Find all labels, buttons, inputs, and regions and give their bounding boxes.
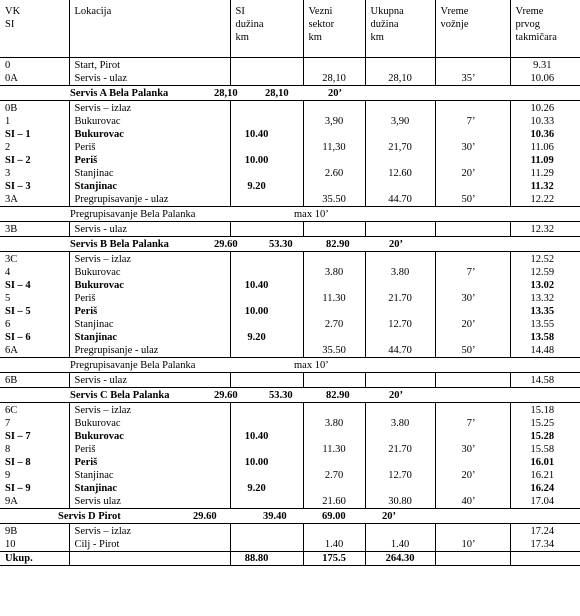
- cell-location: Servis - ulaz: [69, 222, 230, 237]
- table-row: [0, 141, 580, 154]
- cell-stage-length: [230, 495, 303, 509]
- cell-stage-length: [230, 167, 303, 180]
- table-row: [0, 101, 580, 116]
- cell-km: 8: [5, 444, 11, 455]
- cell-drive-time: 20’: [435, 469, 510, 482]
- cell-km: SI – 8: [5, 457, 31, 468]
- cell-km: 9B: [5, 526, 18, 537]
- cell-link-sector: [303, 403, 365, 418]
- cell-link-sector: [303, 524, 365, 539]
- cell-location: Bukurovac: [69, 128, 230, 141]
- cell-link-sector: [303, 154, 365, 167]
- section-summary-text: [0, 389, 580, 402]
- cell-location: Servis – izlaz: [69, 101, 230, 116]
- cell-first-competitor: 16.01: [510, 456, 580, 469]
- cell-stage-length: 9.20: [230, 482, 303, 495]
- table-row: [0, 373, 580, 388]
- regroup-max-time: max 10’: [294, 209, 329, 220]
- table-row: [0, 154, 580, 167]
- cell-link-sector: 3,90: [303, 115, 365, 128]
- cell-km: SI – 5: [5, 306, 31, 317]
- cell-km: SI – 1: [5, 129, 31, 140]
- cell-total-length: [365, 430, 435, 443]
- service-label: Servis C Bela Palanka: [70, 390, 170, 401]
- header-km: VK SI: [0, 0, 69, 58]
- cell-drive-time: 20’: [435, 167, 510, 180]
- cell-km: 6C: [5, 405, 18, 416]
- section-summary-cell: [0, 86, 580, 101]
- cell-first-competitor: 15.28: [510, 430, 580, 443]
- cell-total-length: 1.40: [365, 538, 435, 552]
- cell-stage-length: [230, 538, 303, 552]
- cell-first-competitor: 10.06: [510, 72, 580, 86]
- table-row: [0, 115, 580, 128]
- cell-stage-length: [230, 193, 303, 207]
- cell-total-length: [365, 373, 435, 388]
- cell-first-competitor: 9.31: [510, 58, 580, 73]
- cell-drive-time: [435, 524, 510, 539]
- cell-stage-length: [230, 318, 303, 331]
- cell-first-competitor: 10.33: [510, 115, 580, 128]
- cell-location: Stanjinac: [69, 482, 230, 495]
- header-drive-time: Vreme vožnje: [435, 0, 510, 58]
- cell-location: Servis ulaz: [69, 495, 230, 509]
- cell-total-length: 12.60: [365, 167, 435, 180]
- cell-location: Stanjinac: [69, 180, 230, 193]
- cell-drive-time: [435, 252, 510, 267]
- cell-total-length: 3.80: [365, 266, 435, 279]
- cell-first-competitor: 11.32: [510, 180, 580, 193]
- cell-stage-length: 10.40: [230, 128, 303, 141]
- cell-drive-time: [435, 552, 510, 566]
- cell-drive-time: [435, 430, 510, 443]
- table-row: [0, 344, 580, 358]
- cell-drive-time: [435, 128, 510, 141]
- header-total-length: Ukupna dužina km: [365, 0, 435, 58]
- cell-link-sector: 2.70: [303, 469, 365, 482]
- service-time: 20’: [389, 390, 403, 401]
- cell-link-sector: 2.70: [303, 318, 365, 331]
- cell-drive-time: 35’: [435, 72, 510, 86]
- table-row: [0, 279, 580, 292]
- service-stage-km: 29.60: [214, 239, 238, 250]
- cell-drive-time: [435, 403, 510, 418]
- total-row: [0, 552, 580, 566]
- table-row: [0, 430, 580, 443]
- cell-link-sector: 35.50: [303, 344, 365, 358]
- cell-location: Periš: [69, 443, 230, 456]
- section-summary-row: [0, 207, 580, 222]
- cell-total-length: [365, 331, 435, 344]
- service-time: 20’: [328, 88, 342, 99]
- cell-location: Stanjinac: [69, 469, 230, 482]
- cell-location: Servis – izlaz: [69, 403, 230, 418]
- cell-first-competitor: 12.22: [510, 193, 580, 207]
- service-label: Servis A Bela Palanka: [70, 88, 169, 99]
- cell-location: Servis – izlaz: [69, 252, 230, 267]
- cell-km: 7: [5, 418, 11, 429]
- cell-drive-time: 7’: [435, 266, 510, 279]
- cell-location: Periš: [69, 292, 230, 305]
- cell-total-length: [365, 456, 435, 469]
- cell-km: 3A: [0, 193, 69, 207]
- cell-link-sector: [303, 305, 365, 318]
- cell-link-sector: [303, 279, 365, 292]
- service-stage-km: 28,10: [214, 88, 238, 99]
- cell-location: Pregrupisanje - ulaz: [69, 344, 230, 358]
- section-summary-cell: [0, 237, 580, 252]
- cell-drive-time: [435, 279, 510, 292]
- cell-first-competitor: 13.02: [510, 279, 580, 292]
- cell-link-sector: [303, 222, 365, 237]
- cell-first-competitor: 11.06: [510, 141, 580, 154]
- cell-total-length: 264.30: [365, 552, 435, 566]
- cell-total-length: 3.80: [365, 417, 435, 430]
- cell-link-sector: [303, 128, 365, 141]
- service-total-km: 69.00: [322, 511, 346, 522]
- cell-km: 3B: [0, 222, 69, 237]
- regroup-label: Pregrupisavanje Bela Palanka: [70, 360, 196, 371]
- cell-total-length: [365, 58, 435, 73]
- section-summary-text: [0, 238, 580, 251]
- cell-km: 9: [5, 470, 11, 481]
- section-summary-cell: [0, 358, 580, 373]
- cell-link-sector: [303, 482, 365, 495]
- cell-stage-length: [230, 252, 303, 267]
- cell-km: 9A: [0, 495, 69, 509]
- table-row: [0, 469, 580, 482]
- cell-drive-time: 50’: [435, 344, 510, 358]
- service-total-km: 82.90: [326, 239, 350, 250]
- cell-km: 5: [5, 293, 11, 304]
- cell-drive-time: [435, 180, 510, 193]
- cell-stage-length: [230, 101, 303, 116]
- cell-first-competitor: 17.04: [510, 495, 580, 509]
- cell-km: 0: [5, 60, 11, 71]
- regroup-max-time: max 10’: [294, 360, 329, 371]
- cell-stage-length: 10.40: [230, 430, 303, 443]
- cell-drive-time: 30’: [435, 292, 510, 305]
- section-summary-text: [0, 359, 580, 372]
- table-row: [0, 167, 580, 180]
- cell-km: SI – 3: [5, 181, 31, 192]
- table-row: [0, 222, 580, 237]
- cell-km: 1: [5, 116, 11, 127]
- table-row: [0, 193, 580, 207]
- service-stage-km: 29.60: [193, 511, 217, 522]
- cell-first-competitor: 17.34: [510, 538, 580, 552]
- cell-drive-time: [435, 58, 510, 73]
- cell-drive-time: 7’: [435, 417, 510, 430]
- table-row: [0, 128, 580, 141]
- cell-drive-time: 30’: [435, 443, 510, 456]
- cell-km: 0A: [0, 72, 69, 86]
- cell-location: Servis – izlaz: [69, 524, 230, 539]
- cell-km: 3C: [5, 254, 18, 265]
- cell-total-length: [365, 128, 435, 141]
- service-label: Servis D Pirot: [58, 511, 121, 522]
- cell-location: Bukurovac: [69, 266, 230, 279]
- cell-total-length: [365, 101, 435, 116]
- table-row: [0, 305, 580, 318]
- cell-link-sector: 3.80: [303, 266, 365, 279]
- cell-first-competitor: 13.32: [510, 292, 580, 305]
- section-summary-row: [0, 86, 580, 101]
- cell-link-sector: [303, 430, 365, 443]
- cell-first-competitor: 13.58: [510, 331, 580, 344]
- cell-location: Periš: [69, 305, 230, 318]
- cell-km: 3: [5, 168, 11, 179]
- service-total-km: 28,10: [265, 88, 289, 99]
- cell-first-competitor: 12.59: [510, 266, 580, 279]
- cell-link-sector: 1.40: [303, 538, 365, 552]
- cell-link-sector: 11.30: [303, 292, 365, 305]
- cell-stage-length: [230, 373, 303, 388]
- cell-km: 6B: [0, 373, 69, 388]
- table-row: [0, 58, 580, 73]
- cell-location: Bukurovac: [69, 417, 230, 430]
- cell-stage-length: 9.20: [230, 331, 303, 344]
- service-time: 20’: [389, 239, 403, 250]
- cell-link-sector: 11,30: [303, 141, 365, 154]
- service-label: Servis B Bela Palanka: [70, 239, 169, 250]
- cell-first-competitor: 13.55: [510, 318, 580, 331]
- cell-total-length: 21.70: [365, 443, 435, 456]
- section-summary-row: [0, 509, 580, 524]
- cell-stage-length: [230, 469, 303, 482]
- cell-drive-time: [435, 331, 510, 344]
- section-summary-row: [0, 237, 580, 252]
- cell-km: 2: [5, 142, 11, 153]
- cell-stage-length: [230, 344, 303, 358]
- table-row: [0, 72, 580, 86]
- table-row: [0, 252, 580, 267]
- cell-first-competitor: [510, 552, 580, 566]
- cell-stage-length: [230, 443, 303, 456]
- cell-stage-length: 10.40: [230, 279, 303, 292]
- cell-drive-time: [435, 101, 510, 116]
- cell-total-length: [365, 279, 435, 292]
- regroup-label: Pregrupisavanje Bela Palanka: [70, 209, 196, 220]
- cell-total-length: 30.80: [365, 495, 435, 509]
- cell-location: Bukurovac: [69, 279, 230, 292]
- cell-link-sector: 35.50: [303, 193, 365, 207]
- cell-stage-length: 10.00: [230, 456, 303, 469]
- cell-stage-length: [230, 222, 303, 237]
- service-link-km: 39.40: [263, 511, 287, 522]
- cell-km: SI – 6: [5, 332, 31, 343]
- cell-first-competitor: 12.52: [510, 252, 580, 267]
- cell-first-competitor: 17.24: [510, 524, 580, 539]
- cell-first-competitor: 11.09: [510, 154, 580, 167]
- cell-link-sector: [303, 331, 365, 344]
- cell-link-sector: [303, 252, 365, 267]
- table-row: [0, 456, 580, 469]
- cell-total-length: 21.70: [365, 292, 435, 305]
- cell-stage-length: 9.20: [230, 180, 303, 193]
- cell-first-competitor: 13.35: [510, 305, 580, 318]
- cell-location: Servis - ulaz: [69, 72, 230, 86]
- table-row: [0, 180, 580, 193]
- header-location: Lokacija: [69, 0, 230, 58]
- service-stage-km: 29.60: [214, 390, 238, 401]
- cell-total-length: 28,10: [365, 72, 435, 86]
- cell-drive-time: 40’: [435, 495, 510, 509]
- cell-total-length: [365, 524, 435, 539]
- cell-stage-length: 88.80: [230, 552, 303, 566]
- cell-km: 10: [0, 538, 69, 552]
- cell-stage-length: [230, 266, 303, 279]
- section-summary-text: [0, 87, 580, 100]
- cell-total-length: 3,90: [365, 115, 435, 128]
- section-summary-text: [0, 510, 580, 523]
- cell-first-competitor: 16.21: [510, 469, 580, 482]
- table-row: [0, 318, 580, 331]
- cell-km: SI – 4: [5, 280, 31, 291]
- cell-drive-time: [435, 222, 510, 237]
- cell-location: Periš: [69, 456, 230, 469]
- cell-location: Cilj - Pirot: [69, 538, 230, 552]
- cell-first-competitor: 15.58: [510, 443, 580, 456]
- cell-total-length: 44.70: [365, 193, 435, 207]
- cell-km: 6: [5, 319, 11, 330]
- table-row: [0, 482, 580, 495]
- cell-total-length: [365, 222, 435, 237]
- header-link-sector: Vezni sektor km: [303, 0, 365, 58]
- cell-location: Stanjinac: [69, 331, 230, 344]
- cell-location: Stanjinac: [69, 318, 230, 331]
- cell-total-length: [365, 305, 435, 318]
- cell-drive-time: [435, 154, 510, 167]
- service-link-km: 53.30: [269, 390, 293, 401]
- cell-total-length: 12.70: [365, 318, 435, 331]
- cell-first-competitor: 10.36: [510, 128, 580, 141]
- table-row: [0, 266, 580, 279]
- cell-total-length: [365, 180, 435, 193]
- cell-total-length: [365, 482, 435, 495]
- cell-link-sector: [303, 101, 365, 116]
- cell-total-length: 21,70: [365, 141, 435, 154]
- table-row: [0, 331, 580, 344]
- cell-total-length: [365, 252, 435, 267]
- cell-stage-length: [230, 417, 303, 430]
- table-header-row: [0, 0, 580, 58]
- cell-link-sector: 11.30: [303, 443, 365, 456]
- cell-drive-time: 50’: [435, 193, 510, 207]
- cell-km: Ukup.: [0, 552, 69, 566]
- cell-drive-time: 30’: [435, 141, 510, 154]
- service-time: 20’: [382, 511, 396, 522]
- cell-link-sector: 21.60: [303, 495, 365, 509]
- cell-location: Bukurovac: [69, 430, 230, 443]
- cell-link-sector: [303, 180, 365, 193]
- cell-first-competitor: 16.24: [510, 482, 580, 495]
- cell-first-competitor: 15.18: [510, 403, 580, 418]
- section-summary-text: [0, 208, 580, 221]
- cell-location: Stanjinac: [69, 167, 230, 180]
- cell-drive-time: [435, 373, 510, 388]
- cell-km: 4: [5, 267, 11, 278]
- cell-location: Start, Pirot: [69, 58, 230, 73]
- cell-stage-length: 10.00: [230, 154, 303, 167]
- cell-link-sector: [303, 456, 365, 469]
- cell-stage-length: [230, 403, 303, 418]
- table-row: [0, 495, 580, 509]
- cell-drive-time: [435, 482, 510, 495]
- cell-location: Periš: [69, 154, 230, 167]
- section-summary-row: [0, 388, 580, 403]
- cell-drive-time: [435, 305, 510, 318]
- section-summary-cell: [0, 388, 580, 403]
- cell-total-length: 12.70: [365, 469, 435, 482]
- table-row: [0, 538, 580, 552]
- cell-first-competitor: 14.58: [510, 373, 580, 388]
- cell-location: Periš: [69, 141, 230, 154]
- table-row: [0, 443, 580, 456]
- table-row: [0, 524, 580, 539]
- cell-link-sector: 175.5: [303, 552, 365, 566]
- cell-drive-time: 7’: [435, 115, 510, 128]
- cell-drive-time: 20’: [435, 318, 510, 331]
- table-row: [0, 292, 580, 305]
- cell-total-length: 44.70: [365, 344, 435, 358]
- cell-stage-length: 10.00: [230, 305, 303, 318]
- cell-first-competitor: 14.48: [510, 344, 580, 358]
- cell-stage-length: [230, 58, 303, 73]
- service-total-km: 82.90: [326, 390, 350, 401]
- header-stage-length: SI dužina km: [230, 0, 303, 58]
- cell-link-sector: 2.60: [303, 167, 365, 180]
- cell-link-sector: 28,10: [303, 72, 365, 86]
- cell-km: SI – 7: [5, 431, 31, 442]
- cell-km: SI – 2: [5, 155, 31, 166]
- cell-link-sector: 3.80: [303, 417, 365, 430]
- cell-first-competitor: 10.26: [510, 101, 580, 116]
- cell-first-competitor: 12.32: [510, 222, 580, 237]
- cell-first-competitor: 15.25: [510, 417, 580, 430]
- cell-first-competitor: 11.29: [510, 167, 580, 180]
- service-link-km: 53.30: [269, 239, 293, 250]
- header-first-competitor: Vreme prvog takmičara: [510, 0, 580, 58]
- cell-location: Bukurovac: [69, 115, 230, 128]
- cell-km: SI – 9: [5, 483, 31, 494]
- cell-total-length: [365, 403, 435, 418]
- cell-drive-time: 10’: [435, 538, 510, 552]
- cell-stage-length: [230, 72, 303, 86]
- cell-km: 6A: [0, 344, 69, 358]
- cell-stage-length: [230, 115, 303, 128]
- cell-stage-length: [230, 292, 303, 305]
- cell-stage-length: [230, 524, 303, 539]
- table-row: [0, 403, 580, 418]
- cell-link-sector: [303, 58, 365, 73]
- cell-stage-length: [230, 141, 303, 154]
- cell-total-length: [365, 154, 435, 167]
- section-summary-cell: [0, 207, 580, 222]
- cell-drive-time: [435, 456, 510, 469]
- cell-link-sector: [303, 373, 365, 388]
- table-row: [0, 417, 580, 430]
- section-summary-cell: [0, 509, 580, 524]
- section-summary-row: [0, 358, 580, 373]
- cell-location: [69, 552, 230, 566]
- cell-km: 0B: [5, 103, 18, 114]
- cell-location: Pregrupisavanje - ulaz: [69, 193, 230, 207]
- cell-location: Servis - ulaz: [69, 373, 230, 388]
